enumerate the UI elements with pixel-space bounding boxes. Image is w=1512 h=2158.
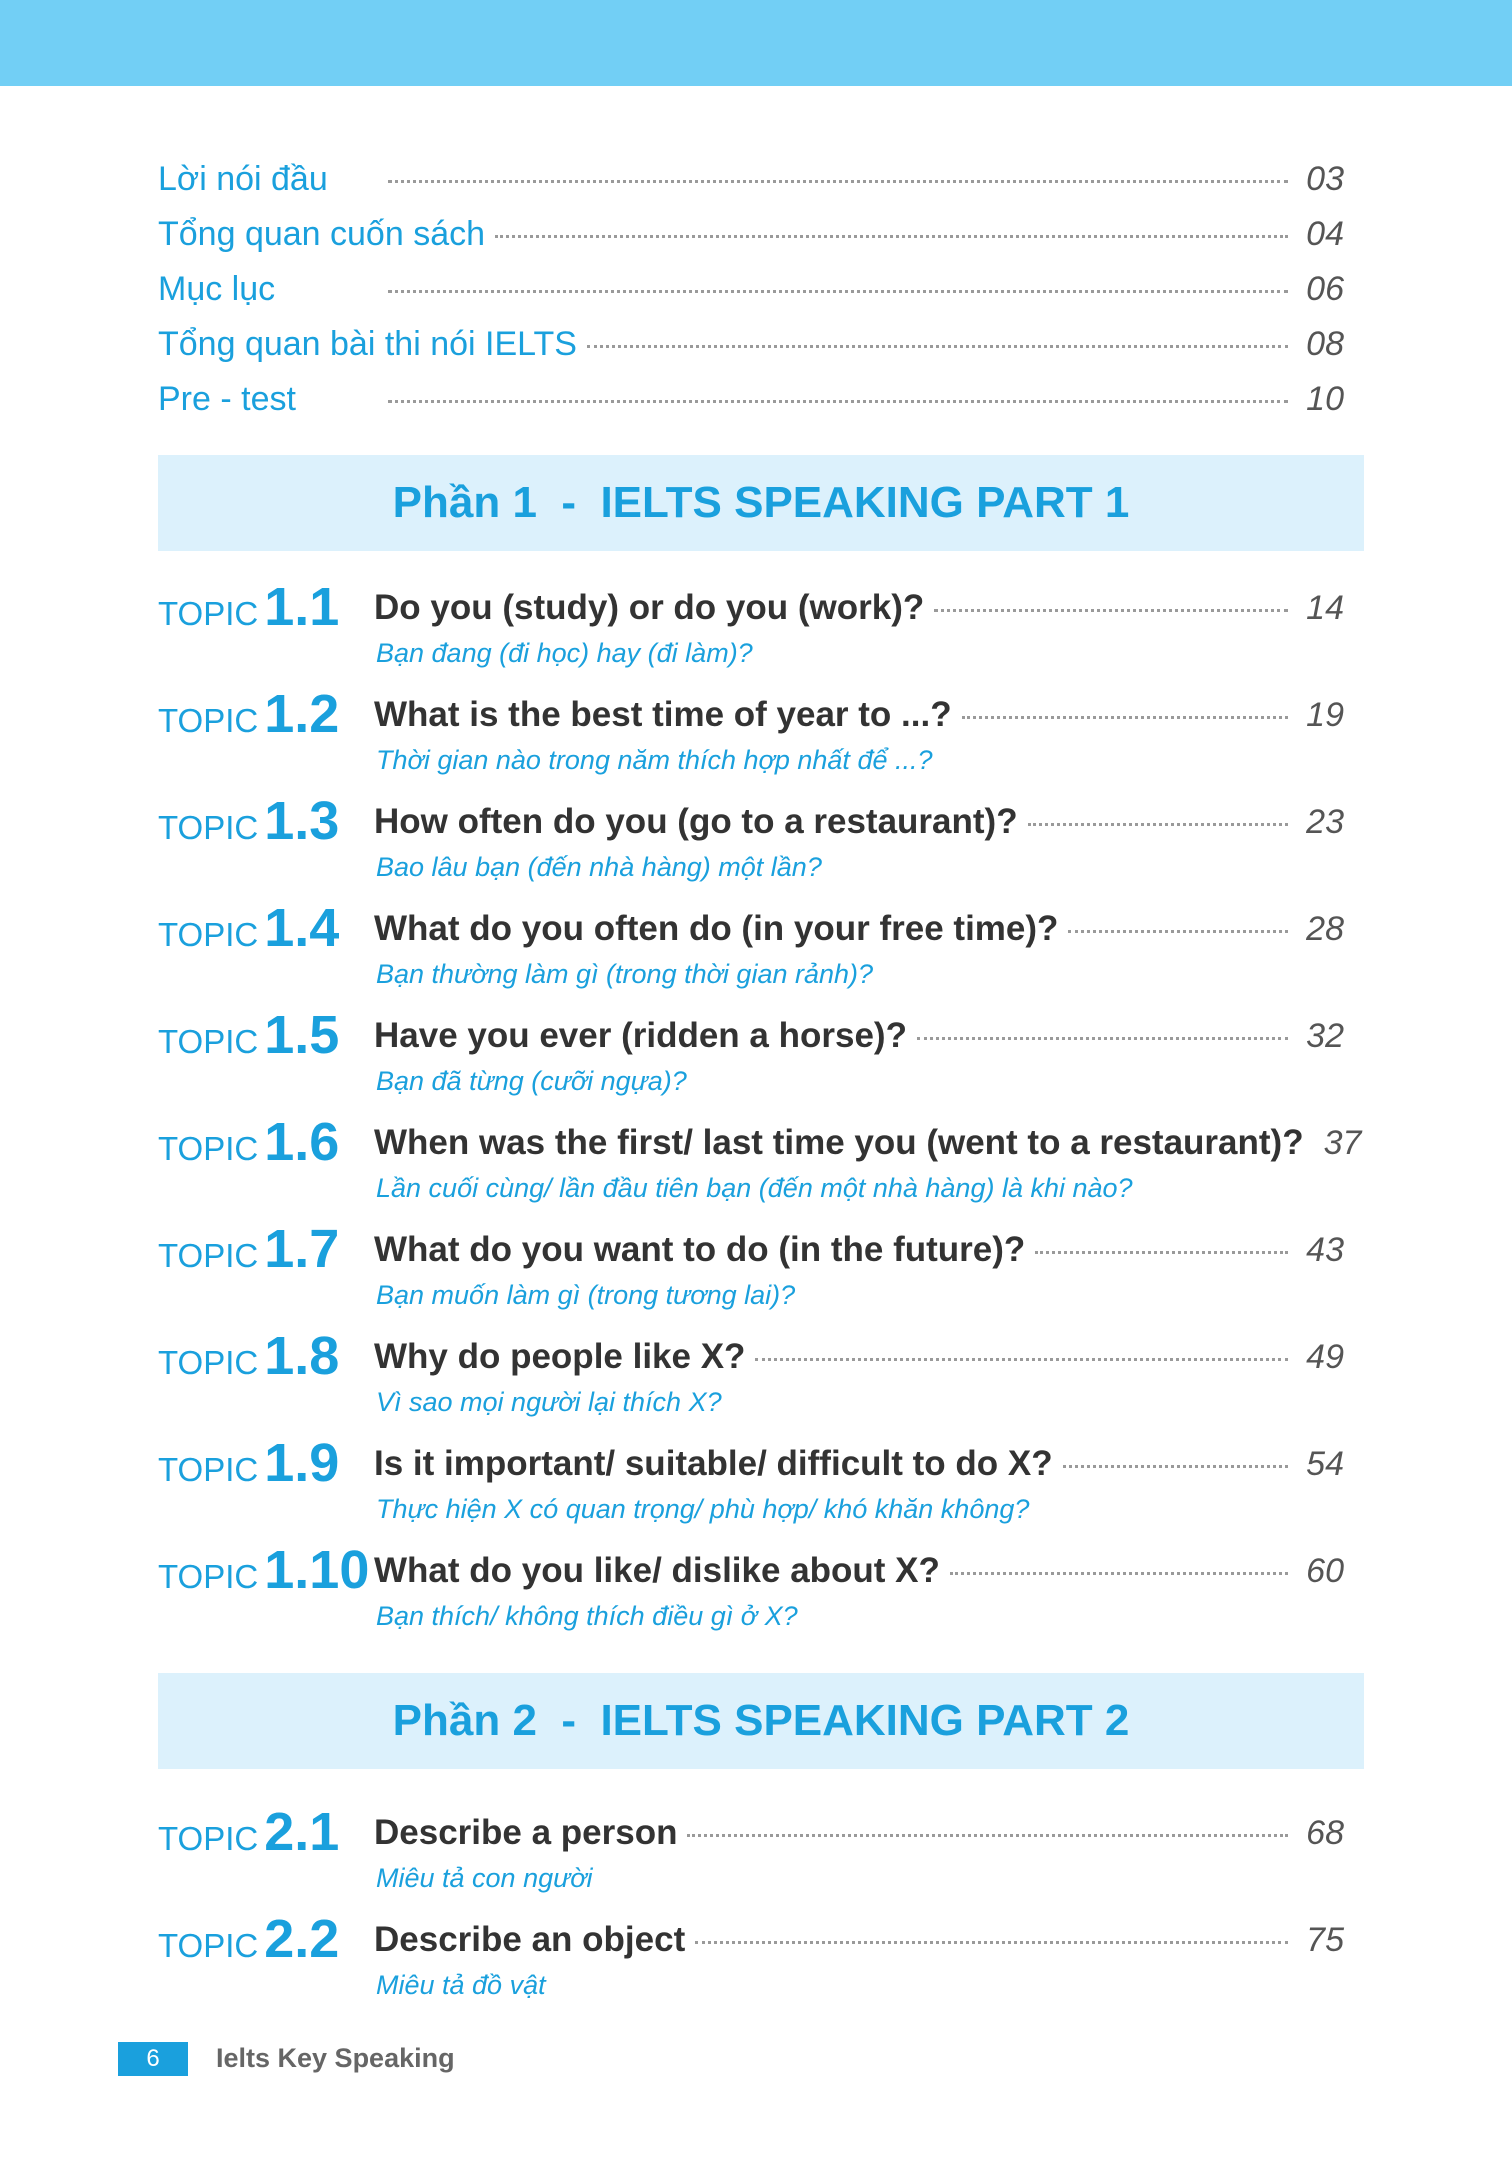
dot-leader [962, 716, 1288, 719]
topic-page: 60 [1306, 1552, 1344, 1590]
topic-word: TOPIC [158, 1451, 259, 1488]
topic-number: 1.8 [264, 1326, 340, 1386]
dot-leader [687, 1834, 1288, 1837]
topic-number: 1.10 [264, 1540, 370, 1600]
topic-page: 23 [1306, 803, 1344, 841]
topic-question: What do you want to do (in the future)? [374, 1230, 1026, 1269]
topic-number: 1.7 [264, 1219, 340, 1279]
topic-question-row [374, 802, 1344, 842]
dot-leader [388, 400, 1288, 403]
topic-word: TOPIC [158, 1344, 259, 1381]
topic-1-6[interactable] [158, 1112, 1362, 1215]
topic-translation: Bạn thường làm gì (trong thời gian rảnh)? [376, 959, 874, 989]
topic-question: Do you (study) or do you (work)? [374, 588, 925, 627]
topic-1-1[interactable] [158, 577, 1344, 680]
topic-translation: Bao lâu bạn (đến nhà hàng) một lần? [376, 852, 822, 882]
topic-number: 1.3 [264, 791, 340, 851]
dot-leader [1028, 823, 1288, 826]
topic-word: TOPIC [158, 702, 259, 739]
dot-leader [934, 609, 1288, 612]
topic-page: 68 [1306, 1814, 1344, 1852]
page-number-badge: 6 [118, 2042, 188, 2076]
topic-translation: Bạn đã từng (cưỡi ngựa)? [376, 1066, 687, 1096]
dot-leader [1063, 1465, 1288, 1468]
topic-question-row [374, 1337, 1344, 1377]
topic-1-5[interactable] [158, 1005, 1344, 1108]
toc-entry-tong-quan-bai-thi[interactable] [158, 325, 1344, 364]
topic-question: How often do you (go to a restaurant)? [374, 802, 1018, 841]
toc-entry-page: 03 [1306, 160, 1344, 198]
topic-question: Describe an object [374, 1920, 686, 1959]
topic-question-row [374, 1813, 1344, 1853]
dot-leader [388, 290, 1288, 293]
topic-word: TOPIC [158, 1820, 259, 1857]
topic-label [158, 577, 340, 637]
topic-question-row [374, 1920, 1344, 1960]
topic-page: 43 [1306, 1231, 1344, 1269]
topic-question: When was the first/ last time you (went to a restaurant)? [374, 1123, 1304, 1162]
topic-label [158, 791, 340, 851]
dot-leader [950, 1572, 1288, 1575]
topic-word: TOPIC [158, 1927, 259, 1964]
topic-question-row [374, 909, 1344, 949]
topic-question-row [374, 588, 1344, 628]
top-bar [0, 0, 1512, 86]
topic-translation: Vì sao mọi người lại thích X? [376, 1387, 722, 1417]
topic-word: TOPIC [158, 1130, 259, 1167]
topic-translation: Thời gian nào trong năm thích hợp nhất để ...? [376, 745, 933, 775]
topic-1-3[interactable] [158, 791, 1344, 894]
topic-label [158, 1909, 340, 1969]
topic-question: Describe a person [374, 1813, 678, 1852]
topic-label [158, 684, 340, 744]
topic-number: 1.4 [264, 898, 340, 958]
part2-banner: Phần 2 - IELTS SPEAKING PART 2 [158, 1673, 1364, 1769]
dot-leader [755, 1358, 1288, 1361]
toc-entry-label: Tổng quan cuốn sách [158, 215, 486, 253]
topic-page: 37 [1323, 1124, 1362, 1162]
part1-banner: Phần 1 - IELTS SPEAKING PART 1 [158, 455, 1364, 551]
dot-leader [695, 1941, 1288, 1944]
topic-label [158, 1219, 340, 1279]
topic-label [158, 1433, 340, 1493]
topic-page: 49 [1306, 1338, 1344, 1376]
topic-label [158, 1005, 340, 1065]
topic-question-row [374, 1016, 1344, 1056]
toc-entry-label: Pre - test [158, 380, 296, 418]
topic-question-row [374, 1444, 1344, 1484]
topic-1-7[interactable] [158, 1219, 1344, 1322]
topic-translation: Bạn đang (đi học) hay (đi làm)? [376, 638, 753, 668]
toc-entry-loi-noi-dau[interactable] [158, 160, 1344, 199]
dot-leader [587, 345, 1288, 348]
topic-question-row [374, 695, 1344, 735]
topic-question-row [374, 1230, 1344, 1270]
topic-number: 1.1 [264, 577, 340, 637]
toc-entry-page: 06 [1306, 270, 1344, 308]
toc-entry-label: Tổng quan bài thi nói IELTS [158, 325, 577, 363]
topic-question-row [374, 1123, 1362, 1163]
topic-label [158, 1540, 370, 1600]
topic-question: What do you like/ dislike about X? [374, 1551, 940, 1590]
topic-question: What is the best time of year to ...? [374, 695, 952, 734]
toc-entry-page: 08 [1306, 325, 1344, 363]
topic-number: 1.6 [264, 1112, 340, 1172]
dot-leader [495, 235, 1288, 238]
toc-entry-muc-luc[interactable] [158, 270, 1344, 309]
topic-word: TOPIC [158, 1023, 259, 1060]
topic-question: Is it important/ suitable/ difficult to do X? [374, 1444, 1053, 1483]
toc-entry-pre-test[interactable] [158, 380, 1344, 419]
topic-word: TOPIC [158, 595, 259, 632]
topic-translation: Lần cuối cùng/ lần đầu tiên bạn (đến một nhà hàng) là khi nào? [376, 1173, 1133, 1203]
topic-page: 19 [1306, 696, 1344, 734]
topic-page: 54 [1306, 1445, 1344, 1483]
topic-question: Why do people like X? [374, 1337, 746, 1376]
dot-leader [388, 180, 1288, 183]
topic-label [158, 898, 340, 958]
topic-translation: Miêu tả con người [376, 1863, 593, 1893]
topic-page: 28 [1306, 910, 1344, 948]
topic-2-2[interactable] [158, 1909, 1344, 2012]
topic-translation: Bạn muốn làm gì (trong tương lai)? [376, 1280, 796, 1310]
topic-page: 32 [1306, 1017, 1344, 1055]
topic-word: TOPIC [158, 916, 259, 953]
topic-translation: Miêu tả đồ vật [376, 1970, 546, 2000]
book-title: Ielts Key Speaking [216, 2043, 455, 2073]
topic-page: 14 [1306, 589, 1344, 627]
topic-page: 75 [1306, 1921, 1344, 1959]
topic-2-1[interactable] [158, 1802, 1344, 1905]
topic-1-4[interactable] [158, 898, 1344, 1001]
toc-entry-label: Mục lục [158, 270, 276, 308]
dot-leader [917, 1037, 1288, 1040]
topic-number: 2.1 [264, 1802, 340, 1862]
topic-number: 1.2 [264, 684, 340, 744]
toc-entry-page: 04 [1306, 215, 1344, 253]
topic-question-row [374, 1551, 1344, 1591]
topic-translation: Bạn thích/ không thích điều gì ở X? [376, 1601, 798, 1631]
topic-label [158, 1112, 340, 1172]
topic-1-10[interactable] [158, 1540, 1344, 1643]
topic-question: Have you ever (ridden a horse)? [374, 1016, 907, 1055]
toc-entry-label: Lời nói đầu [158, 160, 328, 198]
topic-word: TOPIC [158, 809, 259, 846]
topic-number: 1.5 [264, 1005, 340, 1065]
toc-entry-page: 10 [1306, 380, 1344, 418]
topic-number: 2.2 [264, 1909, 340, 1969]
topic-number: 1.9 [264, 1433, 340, 1493]
topic-label [158, 1802, 340, 1862]
topic-translation: Thực hiện X có quan trọng/ phù hợp/ khó khăn không? [376, 1494, 1030, 1524]
topic-question: What do you often do (in your free time)? [374, 909, 1059, 948]
topic-word: TOPIC [158, 1237, 259, 1274]
topic-1-9[interactable] [158, 1433, 1344, 1536]
topic-1-8[interactable] [158, 1326, 1344, 1429]
topic-label [158, 1326, 340, 1386]
dot-leader [1068, 930, 1288, 933]
dot-leader [1035, 1251, 1288, 1254]
toc-entry-tong-quan-cuon-sach[interactable] [158, 215, 1344, 254]
topic-1-2[interactable] [158, 684, 1344, 787]
topic-word: TOPIC [158, 1558, 259, 1595]
